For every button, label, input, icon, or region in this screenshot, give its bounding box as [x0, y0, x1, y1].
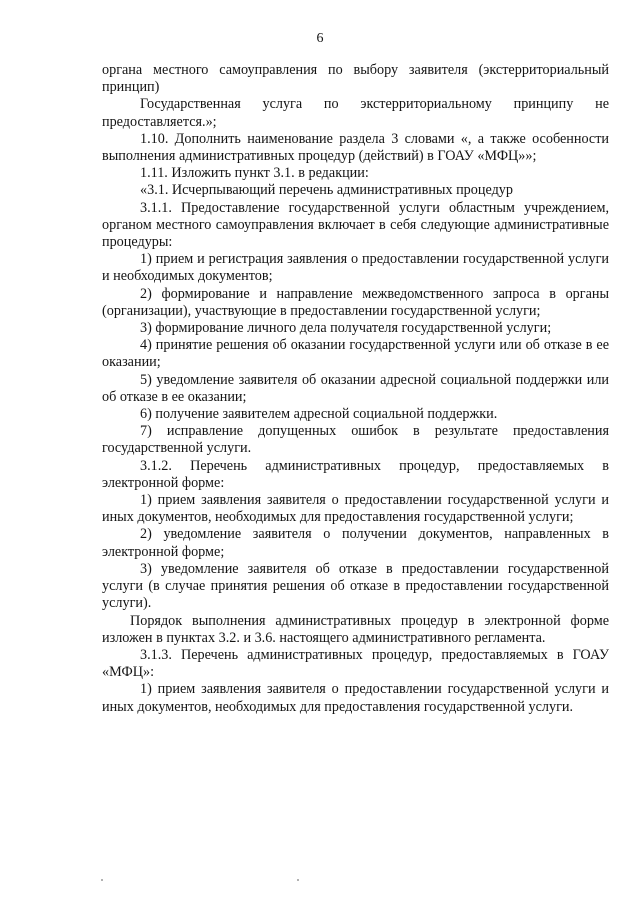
- paragraph-item-1-10: 1.10. Дополнить наименование раздела 3 словами «, а также особенности выполнения административных процедур (действий) в ГОАУ «МФЦ»»;: [102, 130, 609, 165]
- list-item: 6) получение заявителем адресной социальной поддержки.: [140, 406, 498, 423]
- paragraph-item-1-11: 1.11. Изложить пункт 3.1. в редакции:: [140, 165, 369, 182]
- list-item: 2) формирование и направление межведомственного запроса в органы (организации), участвующие в предоставлении государственной услуги;: [102, 285, 609, 319]
- list-item: 1) прием заявления заявителя о предоставлении государственной услуги и иных документов, необходимых для предоставления государственной услуги.: [102, 681, 609, 715]
- list-item: 2) уведомление заявителя о получении документов, направленных в электронной форме;: [102, 526, 609, 560]
- list-item: 5) уведомление заявителя об оказании адресной социальной поддержки или об отказе в ее оказании;: [102, 371, 609, 405]
- paragraph-3-1-1: 3.1.1. Предоставление государственной услуги областным учреждением, органом местного самоуправления включает в себя следующие административные процедуры:: [102, 199, 609, 251]
- page-number: 6: [316, 31, 324, 46]
- paragraph-3-1-3: 3.1.3. Перечень административных процедур, предоставляемых в ГОАУ «МФЦ»:: [102, 646, 609, 681]
- paragraph-section-3-1-heading: «3.1. Исчерпывающий перечень административных процедур: [140, 182, 513, 199]
- scan-speck: [101, 879, 103, 881]
- list-item: 4) принятие решения об оказании государственной услуги или об отказе в ее оказании;: [102, 337, 609, 371]
- list-item: 3) формирование личного дела получателя государственной услуги;: [140, 320, 552, 337]
- list-item: 7) исправление допущенных ошибок в результате предоставления государственной услуги.: [102, 423, 609, 457]
- scan-speck: [297, 879, 299, 881]
- paragraph-not-provided: Государственная услуга по экстерриториальному принципу не предоставляется.»;: [102, 96, 609, 130]
- paragraph-3-1-2: 3.1.2. Перечень административных процедур, предоставляемых в электронной форме:: [102, 457, 609, 491]
- paragraph-continuation: органа местного самоуправления по выбору заявителя (экстерриториальный принцип): [102, 62, 609, 96]
- list-item: 1) прием заявления заявителя о предоставлении государственной услуги и иных документов, необходимых для предоставления государственной услуги;: [102, 492, 609, 526]
- list-item: 3) уведомление заявителя об отказе в предоставлении государственной услуги (в случае принятия решения об отказе в предоставлении государственной услуги).: [102, 560, 609, 612]
- list-item: 1) прием и регистрация заявления о предоставлении государственной услуги и необходимых документов;: [102, 251, 609, 285]
- document-body: [102, 62, 609, 716]
- paragraph-electronic-procedure-order: Порядок выполнения административных процедур в электронной форме изложен в пунктах 3.2. и 3.6. настоящего административного регламента.: [102, 612, 609, 646]
